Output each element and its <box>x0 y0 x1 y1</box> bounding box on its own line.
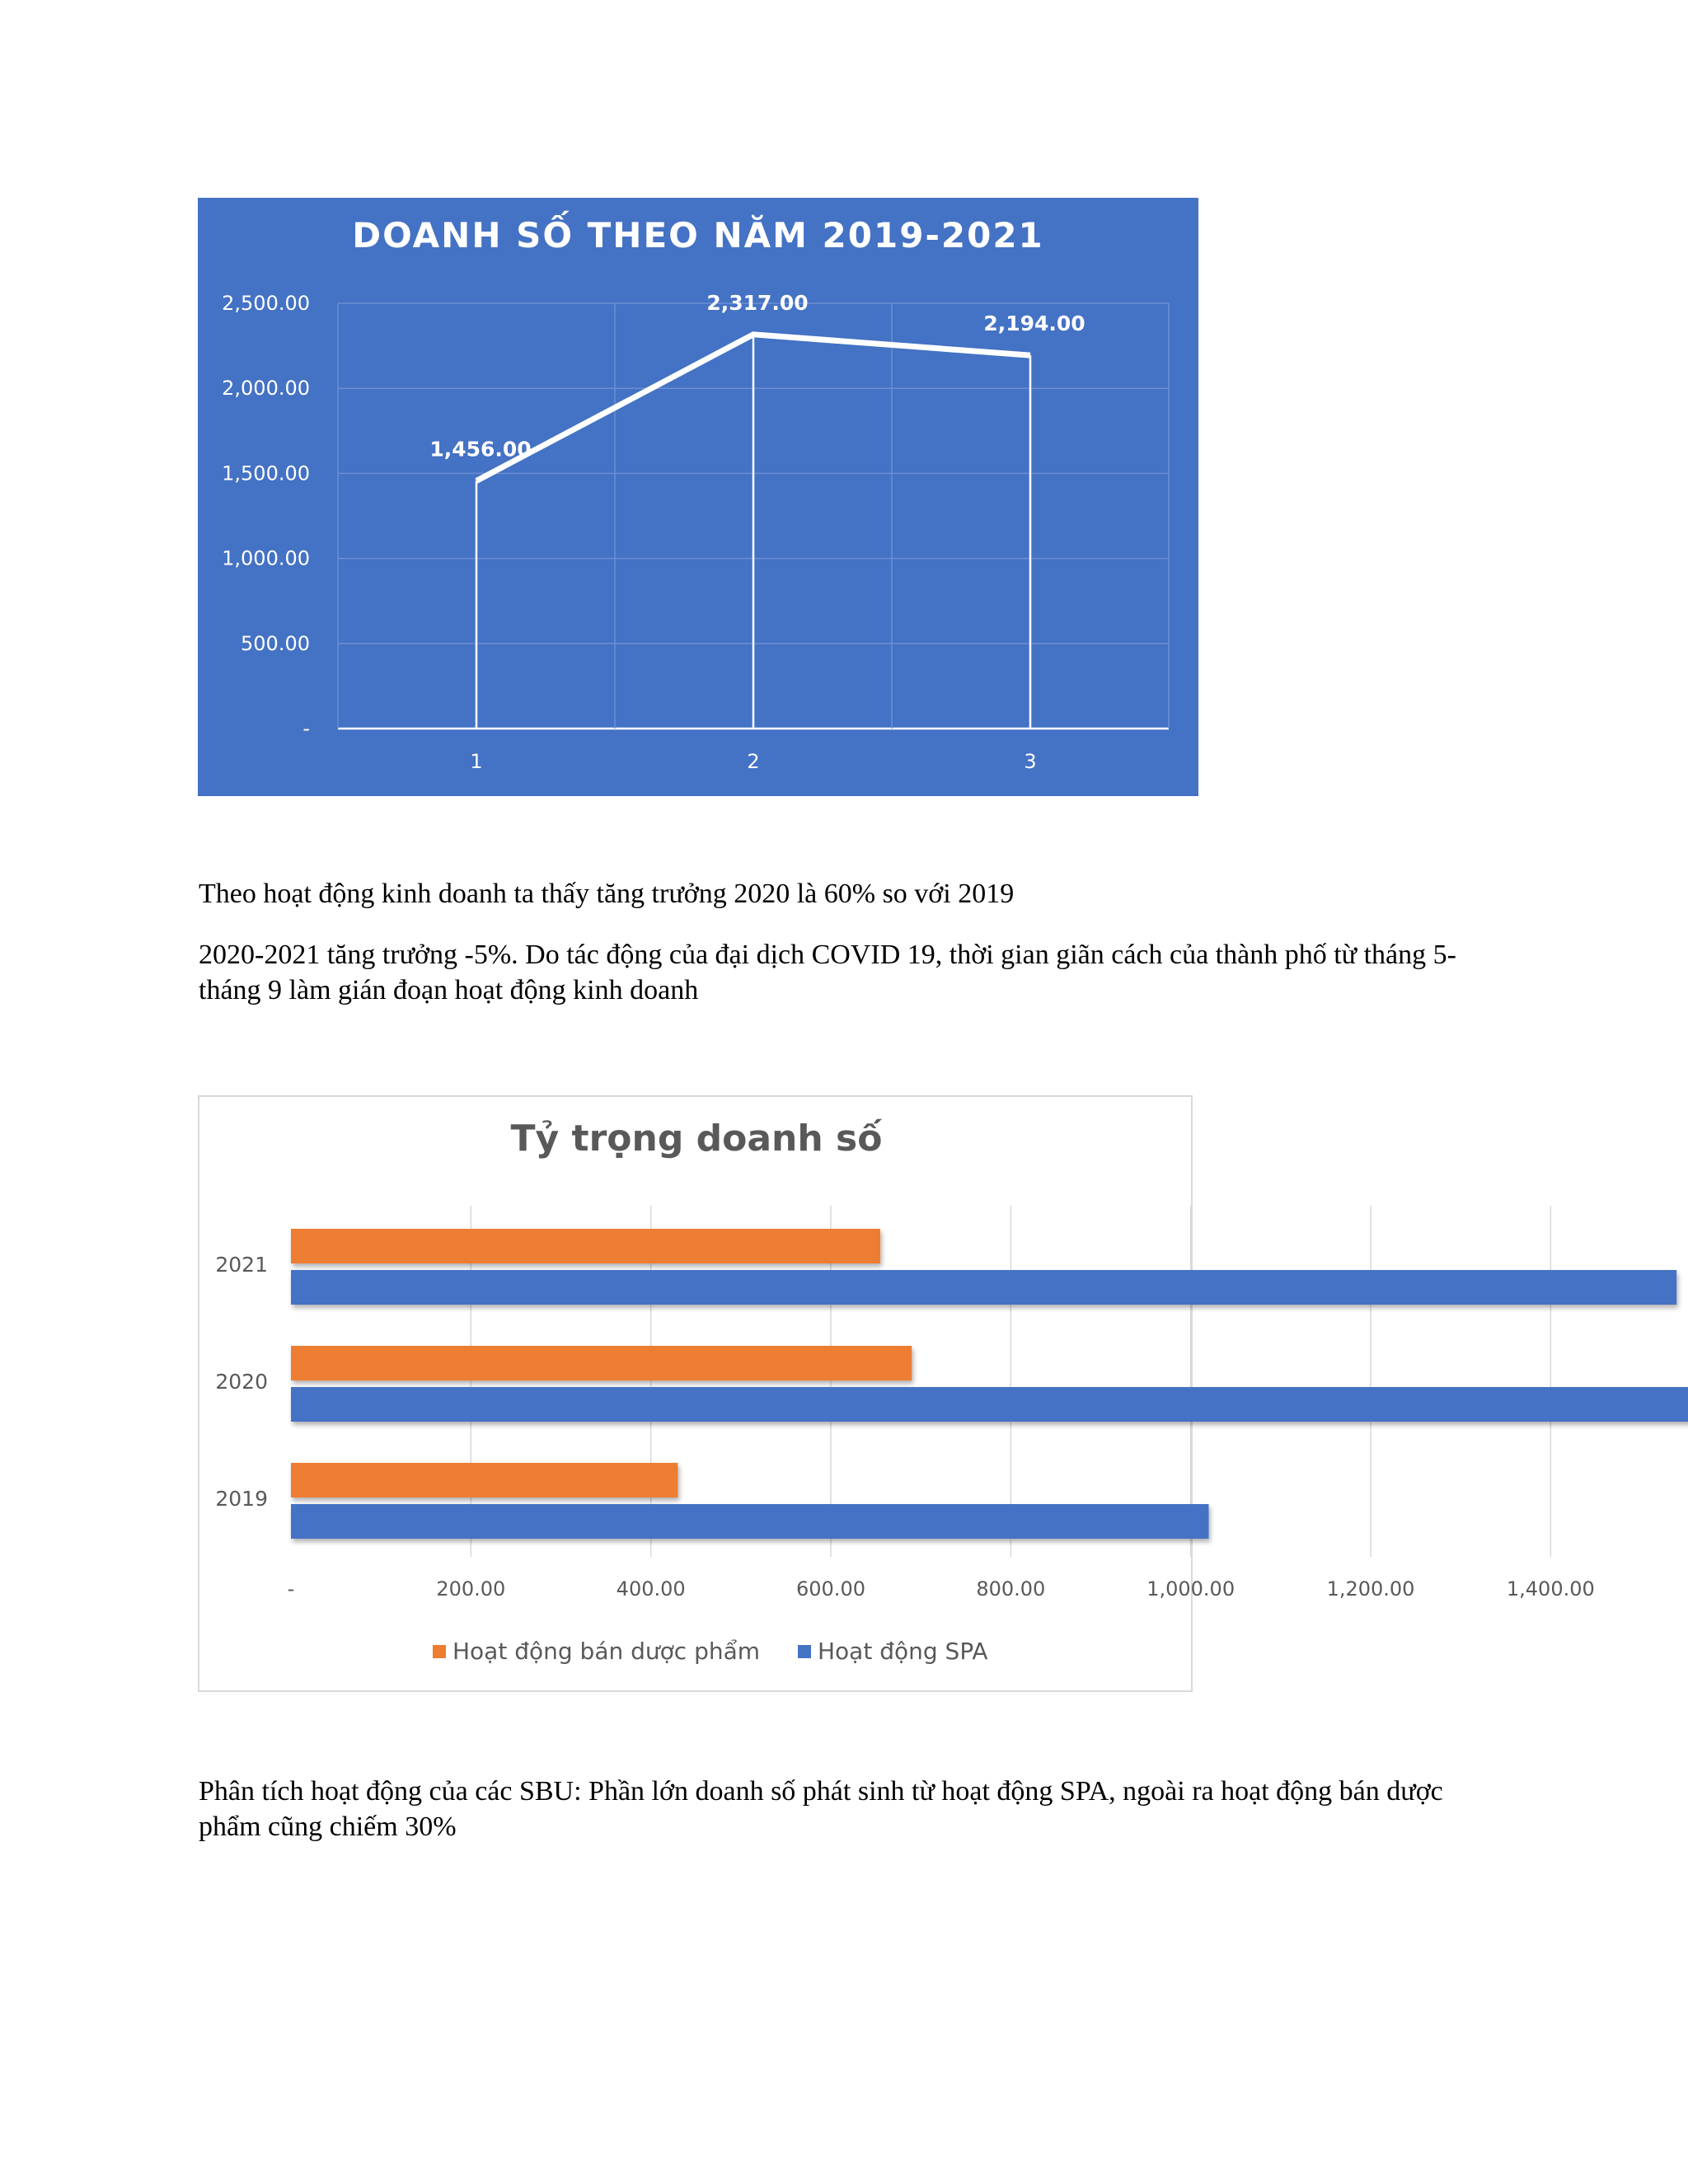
y-tick-label: 1,500.00 <box>222 462 310 485</box>
x-tick-label: 1,400.00 <box>1506 1577 1595 1601</box>
x-tick-label: 1,200.00 <box>1326 1577 1415 1601</box>
x-axis-ticks <box>288 1577 1688 1601</box>
y-category-label: 2019 <box>215 1487 268 1511</box>
x-tick-label: 600.00 <box>796 1577 865 1601</box>
data-label: 2,194.00 <box>983 312 1085 336</box>
data-label: 1,456.00 <box>429 437 532 462</box>
y-category-label: 2020 <box>215 1370 268 1394</box>
data-labels <box>429 291 1085 462</box>
x-tick-label: 1 <box>470 750 483 773</box>
y-tick-label: - <box>302 717 310 740</box>
x-tick-label: 2 <box>747 750 760 773</box>
legend-swatch-pharma <box>433 1645 446 1658</box>
x-tick-label: 200.00 <box>436 1577 506 1601</box>
y-axis-ticks <box>222 292 310 740</box>
bars <box>291 1229 1688 1539</box>
line-chart-revenue-by-year <box>198 198 1198 796</box>
bar-chart-revenue-share <box>198 1095 1595 1692</box>
chart-title: DOANH SỐ THEO NĂM 2019-2021 <box>352 215 1044 255</box>
chart-legend <box>433 1638 988 1665</box>
line-chart-svg <box>198 198 1198 796</box>
paragraph-sbu-analysis: Phân tích hoạt động của các SBU: Phần lớn doanh số phát sinh từ hoạt động SPA, ngoài ra hoạt động bán dược phẩm cũng chiếm 30% <box>199 1776 1443 1842</box>
drop-lines <box>476 335 1030 729</box>
x-tick-label: - <box>287 1577 295 1601</box>
bar-spa <box>291 1387 1688 1422</box>
y-category-label: 2021 <box>215 1253 268 1277</box>
y-tick-label: 500.00 <box>241 631 310 655</box>
x-tick-label: 1,000.00 <box>1146 1577 1236 1601</box>
bar-pharma <box>291 1463 678 1497</box>
x-axis-ticks <box>470 750 1036 773</box>
y-tick-label: 2,000.00 <box>222 377 310 401</box>
legend-swatch-spa <box>798 1645 811 1658</box>
paragraph-growth-2020: Theo hoạt động kinh doanh ta thấy tăng trưởng 2020 là 60% so với 2019 <box>199 879 1015 909</box>
x-tick-label: 400.00 <box>616 1577 686 1601</box>
x-tick-label: 3 <box>1024 750 1037 773</box>
data-label: 2,317.00 <box>706 290 809 315</box>
bar-spa <box>291 1504 1209 1539</box>
bar-spa <box>291 1270 1676 1305</box>
bar-pharma <box>291 1346 912 1380</box>
y-tick-label: 1,000.00 <box>222 546 310 570</box>
bar-pharma <box>291 1229 880 1263</box>
x-tick-label: 800.00 <box>976 1577 1046 1601</box>
paragraph-growth-2021: 2020-2021 tăng trưởng -5%. Do tác động của đại dịch COVID 19, thời gian giãn cách của thành phố từ tháng 5-tháng 9 làm gián đoạn hoạt động kinh doanh <box>199 940 1456 1005</box>
y-axis-categories <box>215 1253 268 1511</box>
chart-title: Tỷ trọng doanh số <box>510 1118 883 1160</box>
legend-label-spa: Hoạt động SPA <box>818 1638 988 1665</box>
bar-chart-svg <box>199 1097 1595 1694</box>
legend-label-pharma: Hoạt động bán dược phẩm <box>452 1638 761 1665</box>
y-tick-label: 2,500.00 <box>222 292 310 315</box>
